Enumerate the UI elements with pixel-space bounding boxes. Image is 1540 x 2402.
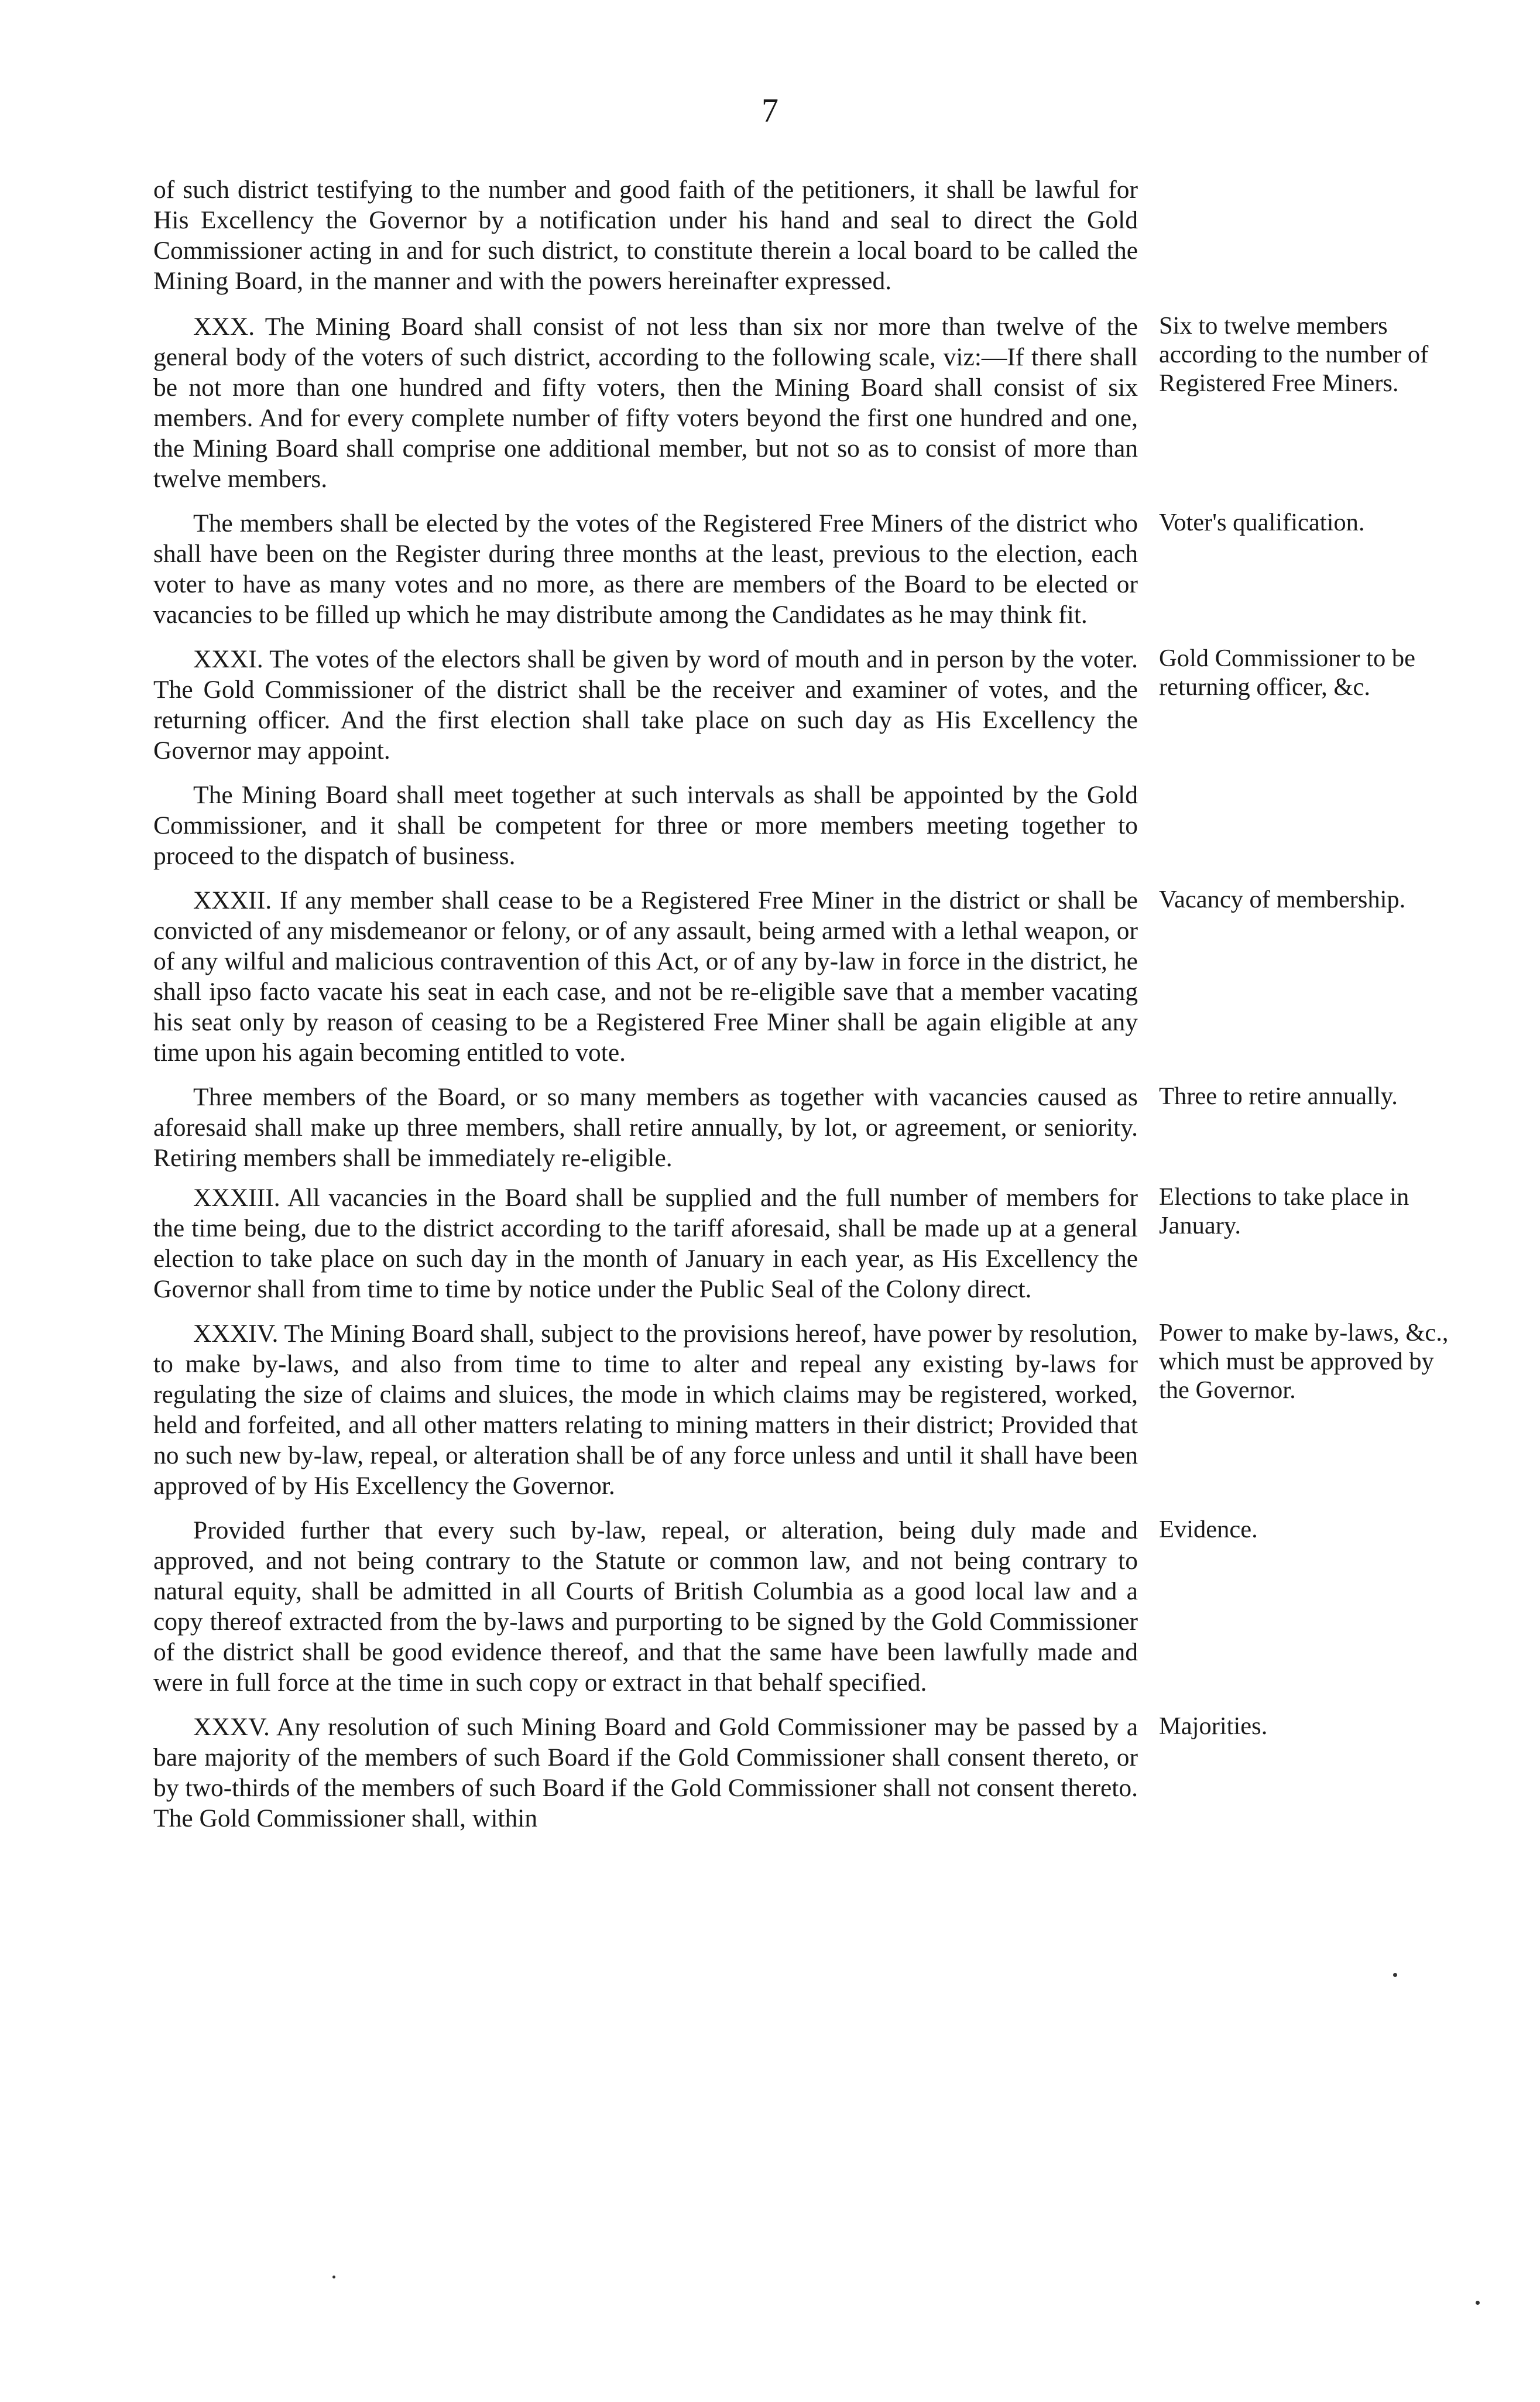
paragraph-board-meetings (153, 780, 1138, 871)
paragraph-text: XXXIV. The Mining Board shall, subject to the provisions hereof, have power by resolution, to make by-laws, and also from time to time to alter and repeal any existing by-laws for regulating the size of claims and sluices, the mode in which claims may be registered, worked, held and forfeited, and all other matters relating to mining matters in their district; Provided that no such new by-law, repeal, or alteration shall be of any force unless and until it shall have been approved of by His Excellency the Governor. (153, 1320, 1138, 1500)
paragraph-section-xxxi (153, 644, 1415, 766)
page-number: 7 (762, 91, 778, 129)
side-note: Three to retire annually. (1159, 1082, 1398, 1110)
main-text-column (153, 174, 1449, 1834)
print-speck (1393, 1973, 1397, 1977)
paragraph-text: The Mining Board shall meet together at such intervals as shall be appointed by the Gold Commissioner, and it shall be competent for three or more members meeting together to proceed to the dispatch of business. (153, 781, 1138, 870)
paragraph-text: XXX. The Mining Board shall consist of not less than six nor more than twelve of the general body of the voters of such district, according to the following scale, viz:—If there shall be not more than one hundred and fifty voters, then the Mining Board shall consist of six members. And for every complete number of fifty voters beyond the first one hundred and one, the Mining Board shall comprise one additional member, but not so as to consist of more than twelve members. (153, 313, 1138, 493)
paragraph-section-xxx (153, 311, 1429, 494)
paragraph-section-xxxiv (153, 1318, 1449, 1501)
paragraph-continuation (153, 174, 1138, 296)
paragraph-retirement (153, 1082, 1398, 1173)
paragraph-text: The members shall be elected by the votes of the Registered Free Miners of the district who shall have been on the Register during three months at the least, previous to the election, each voter to have as many votes and no more, as there are members of the Board to be elected or vacancies to be filled up which he may distribute among the Candidates as he may think fit. (153, 509, 1138, 629)
paragraph-text: XXXIII. All vacancies in the Board shall be supplied and the full number of members for the time being, due to the district according to the tariff aforesaid, shall be made up at a general election to take place on such day in the month of January in each year, as His Excellency the Governor shall from time to time by notice under the Public Seal of the Colony direct. (153, 1184, 1138, 1303)
print-speck (332, 2276, 335, 2278)
paragraph-text: of such district testifying to the number and good faith of the petitioners, it shall be lawful for His Excellency the Governor by a notification under his hand and seal to direct the Gold Commissioner acting in and for such district, to constitute therein a local board to be called the Mining Board, in the manner and with the powers hereinafter expressed. (153, 176, 1138, 295)
paragraph-text: XXXV. Any resolution of such Mining Board and Gold Commissioner may be passed by a bare majority of the members of such Board if the Gold Commissioner shall consent thereto, or by two-thirds of the members of such Board if the Gold Commissioner shall not consent thereto. The Gold Commissioner shall, within (153, 1713, 1138, 1832)
side-note: Voter's qualification. (1159, 509, 1365, 536)
paragraph-text: Three members of the Board, or so many members as together with vacancies caused as aforesaid shall make up three members, shall retire annually, by lot, or agreement, or seniority. Retiring members shall be immediately re-eligible. (153, 1083, 1138, 1172)
paragraph-evidence (153, 1515, 1258, 1698)
paragraph-voter-qualification (153, 508, 1365, 630)
side-note: Elections to take place in January. (1159, 1183, 1409, 1239)
side-note: Majorities. (1159, 1712, 1268, 1740)
side-note: Evidence. (1159, 1516, 1258, 1543)
paragraph-text: XXXI. The votes of the electors shall be given by word of mouth and in person by the voter. The Gold Commissioner of the district shall be the receiver and examiner of votes, and the returning officer. And the first election shall take place on such day as His Excellency the Governor may appoint. (153, 645, 1138, 765)
side-note: Power to make by-laws, &c., which must be approved by the Governor. (1159, 1319, 1449, 1404)
paragraph-text: Provided further that every such by-law, repeal, or alteration, being duly made and approved, and not being contrary to the Statute or common law, and not being contrary to natural equity, shall be admitted in all Courts of British Columbia as a good local law and a copy thereof extracted from the by-laws and purporting to be signed by the Gold Commissioner of the district shall be good evidence thereof, and that the same have been lawfully made and were in full force at the time in such copy or extract in that behalf specified. (153, 1516, 1138, 1697)
side-note: Gold Commissioner to be returning officer, &c. (1159, 645, 1415, 701)
paragraph-section-xxxv (153, 1712, 1268, 1834)
paragraph-text: XXXII. If any member shall cease to be a Registered Free Miner in the district or shall be convicted of any misdemeanor or felony, or of any assault, being armed with a lethal weapon, or of any wilful and malicious contravention of this Act, or of any by-law in force in the district, he shall ipso facto vacate his seat in each case, and not be re-eligible save that a member vacating his seat only by reason of ceasing to be a Registered Free Miner shall be again eligible at any time upon his again becoming entitled to vote. (153, 886, 1138, 1067)
paragraph-section-xxxiii (153, 1183, 1409, 1304)
print-speck (1476, 2301, 1480, 2305)
side-note: Vacancy of membership. (1159, 886, 1406, 913)
side-note: Six to twelve members according to the number of Registered Free Miners. (1159, 312, 1429, 397)
paragraph-section-xxxii (153, 885, 1406, 1068)
